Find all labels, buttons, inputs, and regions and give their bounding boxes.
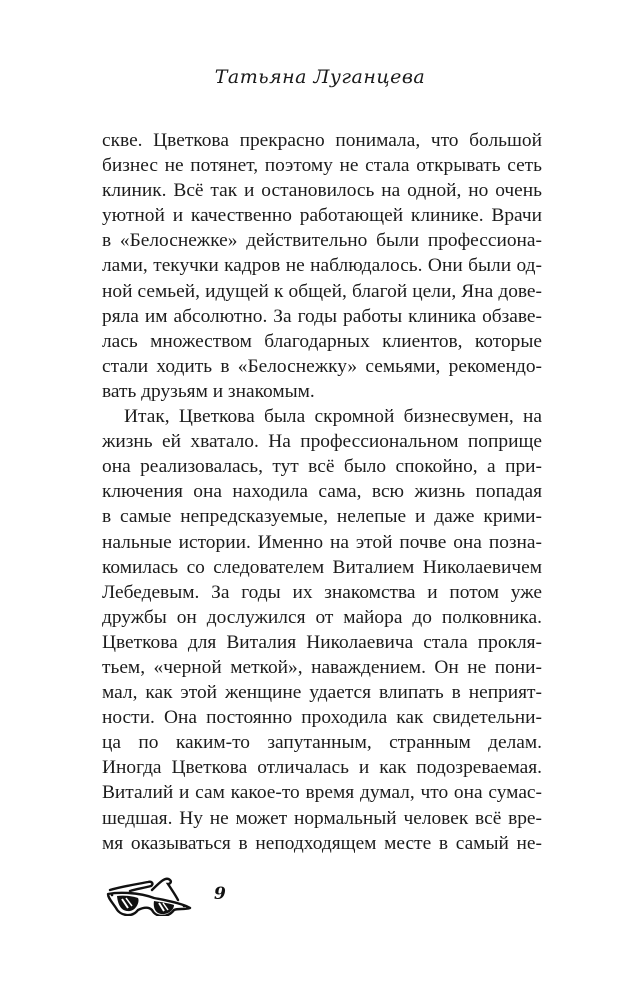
text-line: лами, текучки кадров не наблюдалось. Они были од- (102, 255, 542, 277)
text-line: уютной и качественно работающей клинике. Врачи (102, 205, 542, 227)
text-line: клиник. Всё так и остановилось на одной, но очень (102, 180, 542, 202)
text-line: Цветкова для Виталия Николаевича стала прокля- (102, 631, 542, 653)
text-line: шедшая. Ну не может нормальный человек всё вре- (102, 807, 542, 829)
running-header-author: Татьяна Луганцева (214, 66, 426, 88)
text-line: нальные истории. Именно на этой почве она позна- (102, 531, 542, 553)
text-line: в «Белоснежке» действительно были профессиона- (102, 230, 542, 252)
text-line: в самые непредсказуемые, нелепые и даже крими- (102, 506, 542, 528)
text-line: мал, как этой женщине удается влипать в неприят- (102, 682, 542, 704)
text-line: дружбы он дослужился от майора до полковника. (102, 606, 542, 628)
text-line: она реализовалась, тут всё было спокойно, а при- (102, 456, 542, 478)
body-text (102, 128, 542, 856)
text-line: стали ходить в «Белоснежку» семьями, рекомендо- (102, 355, 542, 377)
page-number: 9 (214, 884, 226, 904)
text-line: Лебедевым. За годы их знакомства и потом уже (102, 581, 542, 603)
text-line: комилась со следователем Виталием Николаевичем (102, 556, 542, 578)
text-line: ряла им абсолютно. За годы работы клиника обзаве- (102, 305, 542, 327)
text-line: Виталий и сам какое-то время думал, что она сумас- (102, 782, 542, 804)
text-line: мя оказываться в неподходящем месте в самый не- (102, 832, 542, 854)
text-line: бизнес не потянет, поэтому не стала открывать сеть (102, 155, 542, 177)
text-line: ности. Она постоянно проходила как свидетельни- (102, 707, 542, 729)
text-line: Иногда Цветкова отличалась и как подозреваемая. (102, 757, 542, 779)
text-line: лась множеством благодарных клиентов, которые (102, 330, 542, 352)
text-line: вать друзьям и знакомым. (102, 380, 315, 402)
text-line: Итак, Цветкова была скромной бизнесвумен, на (124, 406, 542, 428)
text-line: ца по каким-то запутанным, странным делам. (102, 732, 542, 754)
text-line: ключения она находила сама, всю жизнь попадая (102, 481, 542, 503)
text-line: жизнь ей хватало. На профессиональном поприще (102, 431, 542, 453)
text-line: скве. Цветкова прекрасно понимала, что большой (102, 130, 542, 151)
sunglasses-icon (104, 872, 198, 916)
text-line: ной семьей, идущей к общей, благой цели, Яна дове- (102, 280, 542, 302)
text-line: тьем, «черной меткой», наваждением. Он не пони- (102, 656, 542, 678)
